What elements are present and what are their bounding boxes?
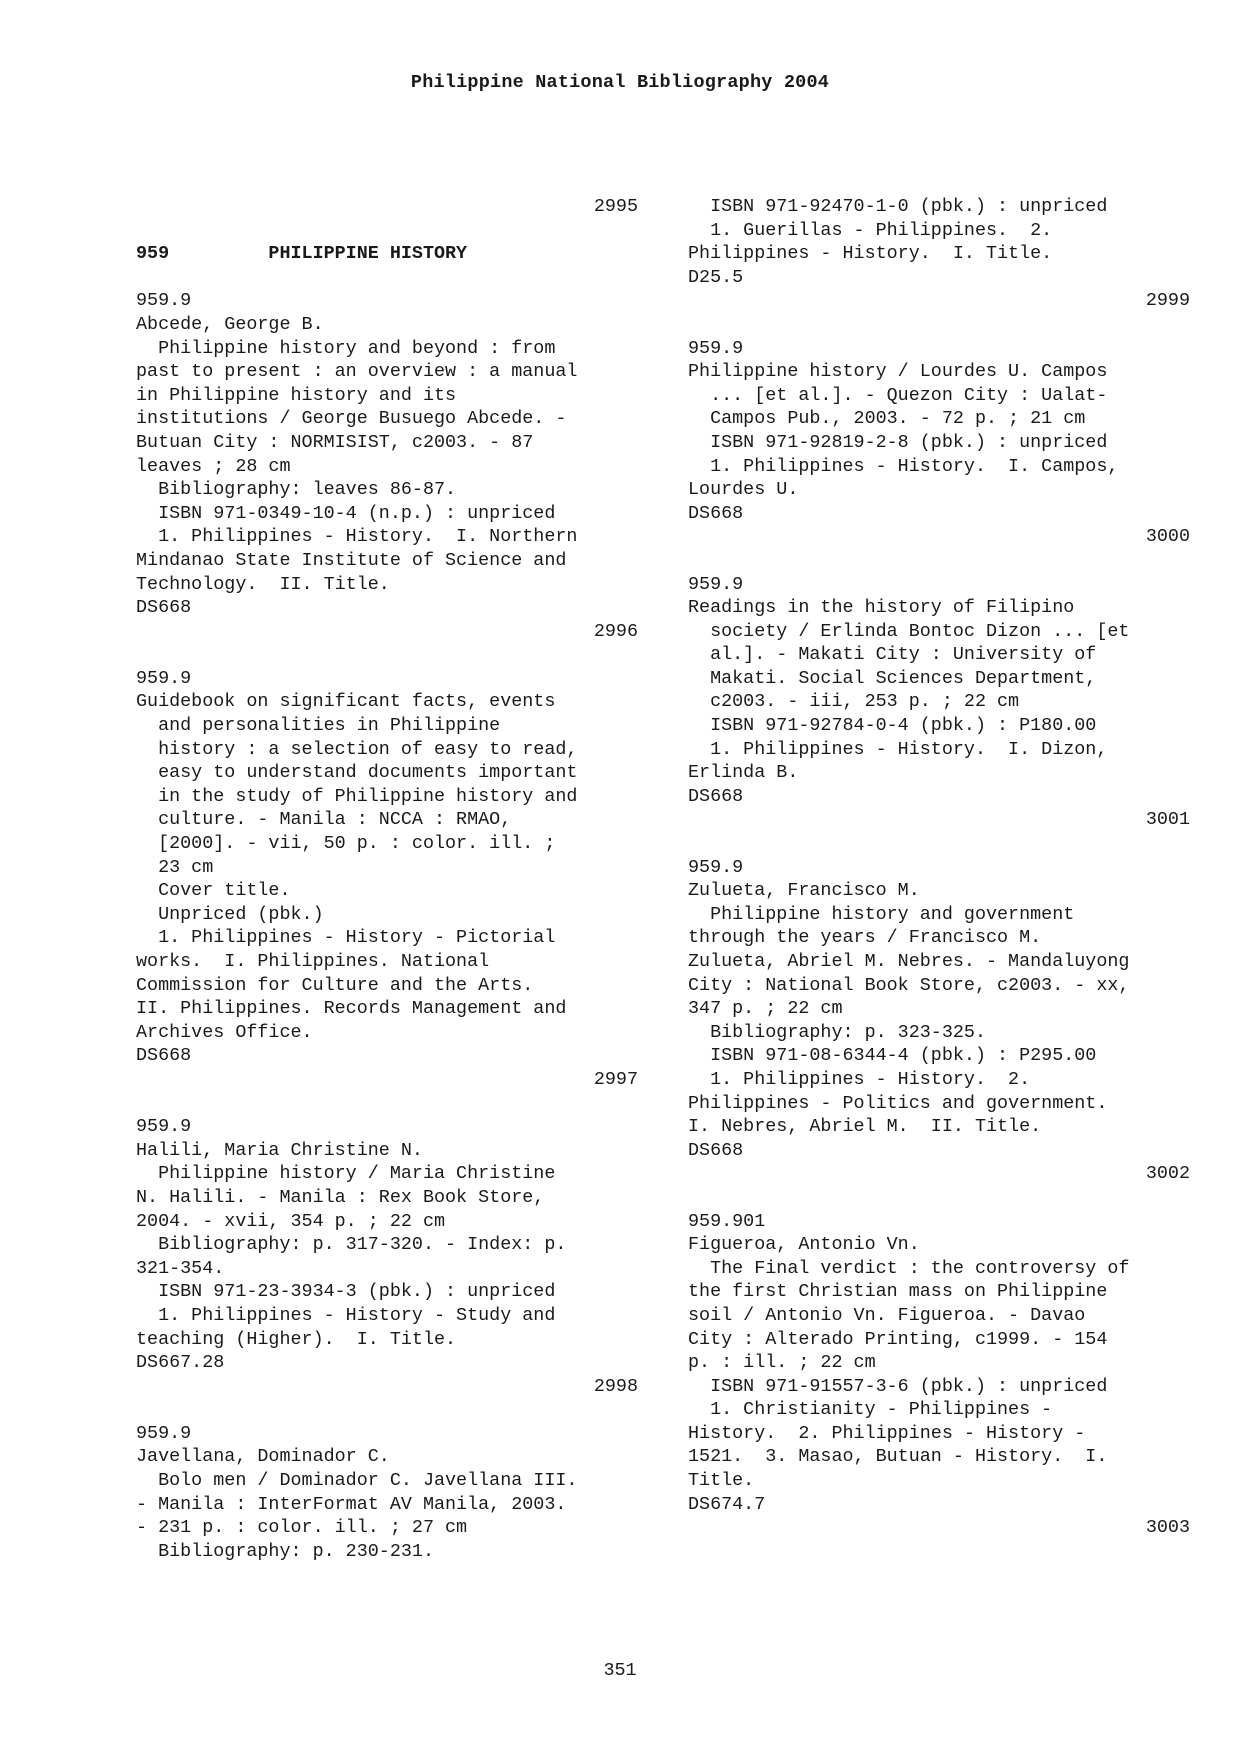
entry-line: 959.901	[688, 1210, 766, 1232]
entry-line: - 231 p. : color. ill. ; 27 cm	[136, 1517, 468, 1539]
entry-line: DS668	[688, 1139, 744, 1161]
entry-number: 3002	[1145, 1163, 1190, 1185]
entry-line: DS668	[136, 597, 192, 619]
entry-line: ISBN 971-23-3934-3 (pbk.) : unpriced	[136, 1281, 556, 1303]
entry-line: City : Alterado Printing, c1999. - 154	[688, 1328, 1108, 1350]
entry-line: Commission for Culture and the Arts.	[136, 974, 534, 996]
entry-line: Javellana, Dominador C.	[136, 1446, 390, 1468]
entry-line: ISBN 971-92470-1-0 (pbk.) : unpriced	[688, 196, 1108, 217]
entry-line: Philippines - Politics and government.	[688, 1092, 1108, 1114]
entry-line: p. : ill. ; 22 cm	[688, 1352, 876, 1374]
entry-line: I. Nebres, Abriel M. II. Title.	[688, 1116, 1042, 1138]
entry-line: and personalities in Philippine	[136, 715, 501, 737]
entry-line: Campos Pub., 2003. - 72 p. ; 21 cm	[688, 408, 1086, 430]
entry-line: Figueroa, Antonio Vn.	[688, 1234, 920, 1256]
blank-line	[688, 549, 1190, 573]
entry-line: 1. Philippines - History. I. Campos,	[688, 455, 1119, 477]
entry-line: Readings in the history of Filipino	[688, 597, 1075, 619]
entry-line: ISBN 971-91557-3-6 (pbk.) : unpriced	[688, 1375, 1108, 1397]
entry-line: teaching (Higher). I. Title.	[136, 1328, 457, 1350]
entry-line: 321-354.	[136, 1257, 225, 1279]
section-heading: 959 PHILIPPINE HISTORY	[136, 243, 468, 265]
page-number: 351	[603, 1660, 637, 1681]
entry-line: leaves ; 28 cm	[136, 455, 291, 477]
entry-line: Mindanao State Institute of Science and	[136, 549, 567, 571]
entry-line: in the study of Philippine history and	[136, 785, 578, 807]
entry-line: Bibliography: p. 230-231.	[136, 1540, 434, 1562]
entry-line: 959.9	[688, 573, 744, 595]
entry-line: DS668	[136, 1045, 192, 1067]
entry-line: 1. Philippines - History. I. Dizon,	[688, 738, 1108, 760]
entry-line: c2003. - iii, 253 p. ; 22 cm	[688, 691, 1020, 713]
entry-line: Philippine history and beyond : from	[136, 337, 556, 359]
entry-number: 2997	[593, 1068, 638, 1090]
blank-line	[136, 266, 638, 290]
entry-line: DS668	[688, 785, 744, 807]
blank-line	[136, 1092, 638, 1116]
entry-line: soil / Antonio Vn. Figueroa. - Davao	[688, 1304, 1086, 1326]
entry-line: II. Philippines. Records Management and	[136, 998, 567, 1020]
entry-line: ISBN 971-92819-2-8 (pbk.) : unpriced	[688, 431, 1108, 453]
entry-line: 1. Philippines - History - Study and	[136, 1304, 556, 1326]
entry-line: Unpriced (pbk.)	[136, 903, 324, 925]
entry-line: Bolo men / Dominador C. Javellana III.	[136, 1470, 578, 1492]
entry-line: institutions / George Busuego Abcede. -	[136, 408, 567, 430]
page-header-title: Philippine National Bibliography 2004	[410, 72, 830, 93]
entry-number: 3001	[1145, 809, 1190, 831]
entry-line: Title.	[688, 1470, 755, 1492]
entry-line: 347 p. ; 22 cm	[688, 998, 843, 1020]
entry-line: 1. Philippines - History. I. Northern	[136, 526, 578, 548]
entry-line: Lourdes U.	[688, 479, 799, 501]
entry-line: - Manila : InterFormat AV Manila, 2003.	[136, 1493, 567, 1515]
entry-line: Bibliography: p. 317-320. - Index: p.	[136, 1234, 567, 1256]
entry-line: D25.5	[688, 266, 744, 288]
blank-line	[136, 643, 638, 667]
entry-number: 3003	[1145, 1517, 1190, 1539]
entry-line: ISBN 971-92784-0-4 (pbk.) : P180.00	[688, 715, 1097, 737]
entry-line: Guidebook on significant facts, events	[136, 691, 556, 713]
entry-line: Zulueta, Francisco M.	[688, 880, 920, 902]
entry-line: culture. - Manila : NCCA : RMAO,	[136, 809, 512, 831]
entry-number: 2995	[593, 196, 638, 217]
entry-line: 959.9	[136, 1116, 192, 1138]
entry-line: 959.9	[688, 856, 744, 878]
entry-line: Abcede, George B.	[136, 313, 324, 335]
entry-line: 1. Philippines - History. 2.	[688, 1068, 1031, 1090]
entry-line: 959.9	[136, 290, 192, 312]
entry-number: 2999	[1145, 290, 1190, 312]
entry-line: Cover title.	[136, 880, 291, 902]
blank-line	[136, 219, 638, 243]
entry-number: 3000	[1145, 526, 1190, 548]
entry-line: ISBN 971-0349-10-4 (n.p.) : unpriced	[136, 502, 556, 524]
entry-line: Erlinda B.	[688, 762, 799, 784]
entry-line: Philippine history / Lourdes U. Campos	[688, 361, 1108, 383]
entry-line: 959.9	[688, 337, 744, 359]
entry-line: 1. Christianity - Philippines -	[688, 1399, 1053, 1421]
entry-line: DS668	[688, 502, 744, 524]
entry-line: DS667.28	[136, 1352, 225, 1374]
entry-line: history : a selection of easy to read,	[136, 738, 578, 760]
entry-line: Philippine history / Maria Christine	[136, 1163, 556, 1185]
entry-line: Philippines - History. I. Title.	[688, 243, 1053, 265]
entry-line: DS674.7	[688, 1493, 766, 1515]
entry-line: 1. Guerillas - Philippines. 2.	[688, 219, 1053, 241]
entry-line: 23 cm	[136, 856, 214, 878]
entry-line: Technology. II. Title.	[136, 573, 390, 595]
entry-line: 2004. - xvii, 354 p. ; 22 cm	[136, 1210, 446, 1232]
entry-line: Philippine history and government	[688, 903, 1075, 925]
entry-line: Bibliography: p. 323-325.	[688, 1021, 986, 1043]
entry-line: [2000]. - vii, 50 p. : color. ill. ;	[136, 833, 556, 855]
entry-line: Makati. Social Sciences Department,	[688, 667, 1097, 689]
entry-line: Archives Office.	[136, 1021, 313, 1043]
entry-number: 2998	[593, 1375, 638, 1397]
entry-line: 1. Philippines - History - Pictorial	[136, 927, 556, 949]
entry-line: Halili, Maria Christine N.	[136, 1139, 423, 1161]
entry-line: Butuan City : NORMISIST, c2003. - 87	[136, 431, 534, 453]
left-column	[136, 195, 638, 1563]
entry-line: in Philippine history and its	[136, 384, 457, 406]
entry-line: works. I. Philippines. National	[136, 951, 490, 972]
entry-line: through the years / Francisco M.	[688, 927, 1042, 949]
entry-line: ... [et al.]. - Quezon City : Ualat-	[688, 384, 1108, 406]
entry-line: History. 2. Philippines - History -	[688, 1422, 1086, 1444]
entry-line: al.]. - Makati City : University of	[688, 644, 1097, 666]
right-column	[688, 195, 1190, 1540]
entry-line: society / Erlinda Bontoc Dizon ... [et	[688, 620, 1130, 642]
entry-line: Zulueta, Abriel M. Nebres. - Mandaluyong	[688, 951, 1130, 972]
entry-line: past to present : an overview : a manual	[136, 361, 578, 383]
blank-line	[688, 832, 1190, 856]
entry-line: Bibliography: leaves 86-87.	[136, 479, 457, 501]
entry-line: easy to understand documents important	[136, 762, 578, 784]
entry-line: 959.9	[136, 1422, 192, 1444]
entry-line: ISBN 971-08-6344-4 (pbk.) : P295.00	[688, 1045, 1097, 1067]
entry-line: The Final verdict : the controversy of	[688, 1257, 1130, 1279]
entry-line: 1521. 3. Masao, Butuan - History. I.	[688, 1446, 1108, 1468]
entry-line: N. Halili. - Manila : Rex Book Store,	[136, 1186, 545, 1208]
blank-line	[688, 313, 1190, 337]
entry-line: 959.9	[136, 667, 192, 689]
blank-line	[688, 1186, 1190, 1210]
blank-line	[136, 1398, 638, 1422]
entry-line: the first Christian mass on Philippine	[688, 1281, 1108, 1303]
entry-line: City : National Book Store, c2003. - xx,	[688, 974, 1130, 996]
entry-number: 2996	[593, 620, 638, 642]
